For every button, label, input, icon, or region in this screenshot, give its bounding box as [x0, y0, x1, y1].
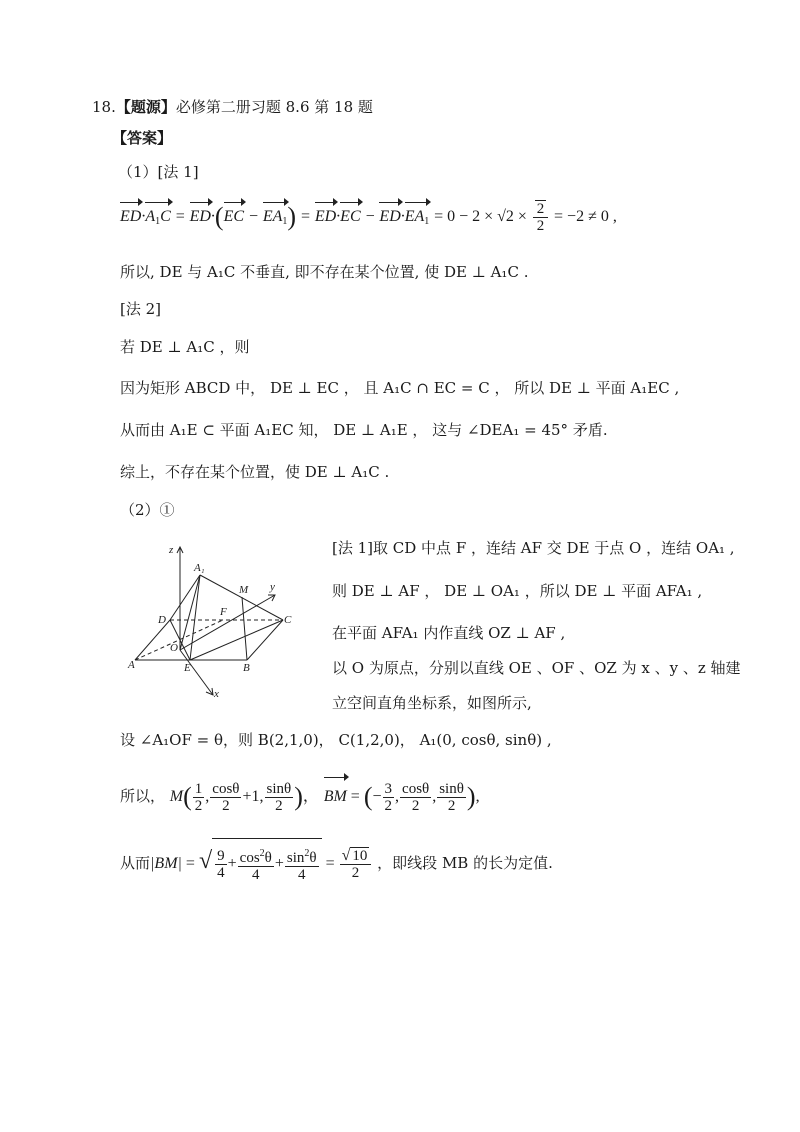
bm-suffix: ，即线段 MB 的长为定值. [377, 854, 553, 872]
edge-BC [247, 620, 283, 660]
set-angle-line: 设 ∠A₁OF = θ，则 B(2,1,0)， C(1,2,0)， A₁(0, cosθ, sinθ) , [120, 731, 552, 749]
part1-conclusion: 所以, DE 与 A₁C 不垂直, 即不存在某个位置, 使 DE ⊥ A₁C . [120, 263, 529, 281]
label-B: B [243, 662, 250, 674]
method-line-2: 则 DE ⊥ AF ， DE ⊥ OA₁ ，所以 DE ⊥ 平面 AFA₁ , [332, 582, 703, 600]
problem-heading [92, 97, 373, 117]
method-line-1: [法 1]取 CD 中点 F ，连结 AF 交 DE 于点 O ，连结 OA₁ , [332, 539, 735, 557]
hence-line: 从而由 A₁E ⊂ 平面 A₁EC 知， DE ⊥ A₁E ， 这与 ∠DEA₁ = 45° 矛盾. [120, 421, 608, 439]
equation-middle: = 0 − 2 × √2 × [434, 208, 527, 225]
method-line-4: 以 O 为原点，分别以直线 OE 、OF 、OZ 为 x 、y 、z 轴建 [332, 659, 741, 677]
label-A1: A₁ [194, 562, 205, 574]
label-C: C [284, 614, 292, 626]
part1-method2-label: [法 2] [120, 300, 162, 318]
method-line-5: 立空间直角坐标系，如图所示, [332, 694, 532, 712]
edge-AD [135, 620, 170, 660]
segment-MB [242, 597, 247, 660]
label-z: z [169, 544, 174, 556]
label-A: A [128, 659, 135, 671]
label-E: E [184, 662, 191, 674]
assume-line: 若 DE ⊥ A₁C ，则 [120, 338, 250, 356]
problem-number: 18. [92, 98, 116, 116]
m-coordinates-line: 所以， M( $\frac{1}{2}$ , $\frac{\cos\theta}{2}$ +1, $\frac{\sin\theta}{2}$ )， BM = (− $\frac{3}{2}$ , $\frac{\cos\theta}{2}$ , $\frac{\sin\theta}{2}$ ), [120, 776, 480, 817]
equation-end: = −2 ≠ 0 , [554, 208, 617, 225]
label-M: M [239, 584, 249, 596]
edge-EC [190, 620, 283, 660]
label-O: O [170, 642, 178, 654]
method-line-3: 在平面 AFA₁ 内作直线 OZ ⊥ AF , [332, 624, 566, 642]
geometry-figure [120, 535, 295, 705]
bm-prefix: 从而 [120, 854, 151, 872]
segment-AF [135, 620, 223, 660]
source-text: 必修第二册习题 8.6 第 18 题 [175, 98, 373, 116]
part2-label: （2）① [120, 501, 175, 519]
summary-line: 综上，不存在某个位置，使 DE ⊥ A₁C . [120, 463, 390, 481]
label-x: x [214, 688, 219, 700]
bm-length-line: 从而|BM| = √ $\frac{9}{4}$ + $\frac{\cos^2\theta}{4}$ + $\frac{\sin^2\theta}{4}$ = $\frac{√ 10}{2}$ ，即线段 MB 的长为定值. [120, 838, 553, 886]
part1-method1-label: （1）[法 1] [118, 163, 199, 181]
label-y: y [270, 581, 275, 593]
coords-prefix: 所以， [120, 787, 166, 805]
part1-vector-equation: $ED\cdot A_1C = ED\cdot(EC - EA_1) = ED\cdot EC - ED\cdot EA_1 = 0 - 2 \times √2$ × $\frac{2}{2}$ = −2 ≠ 0 , [120, 200, 617, 237]
label-F: F [220, 606, 227, 618]
answer-tag: 【答案】 [112, 129, 173, 147]
edge-A1O [180, 575, 200, 650]
label-D: D [158, 614, 166, 626]
source-tag: 【题源】 [115, 98, 176, 116]
because-line: 因为矩形 ABCD 中， DE ⊥ EC ， 且 A₁C ∩ EC = C ， 所以 DE ⊥ 平面 A₁EC , [120, 379, 680, 397]
